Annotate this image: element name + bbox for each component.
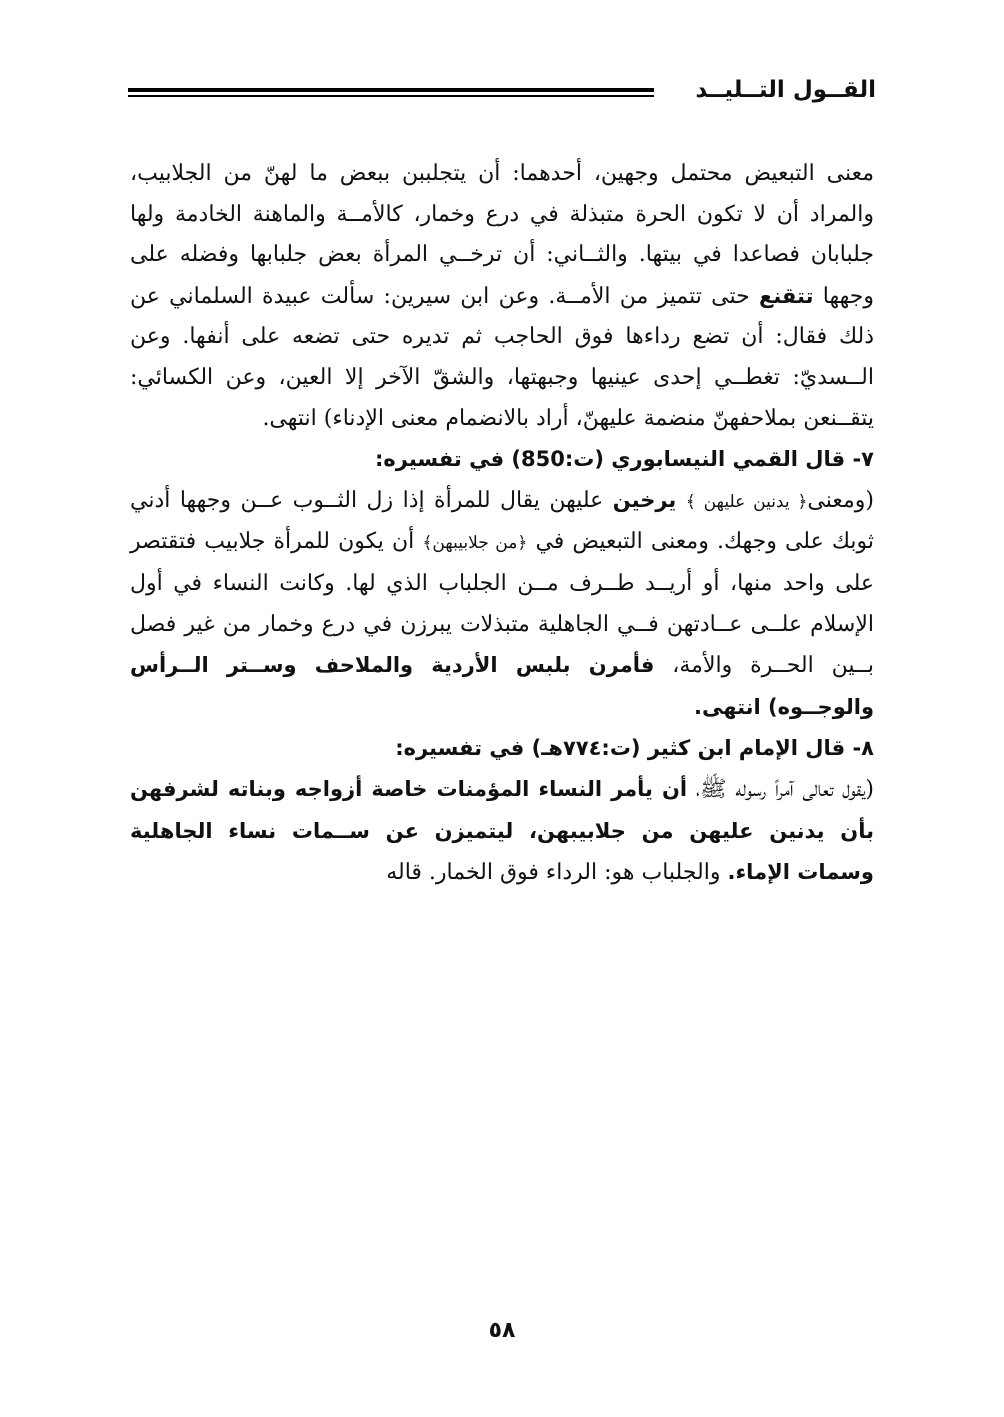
paragraph-3-start: (يقول تعالى آمراً رسوله ﷺ، [695, 776, 875, 802]
paragraph-3-bold: أن يأمر النساء المؤمنات خاصة أزواجه وبناته لشرفهن بأن يدنين عليهن من جلابيبهن، ليتميزن عن ســمات نساء الجاهلية وسمات الإماء. [130, 776, 874, 885]
paragraph-2-bold-2: فأمرن بلبس الأردية والملاحف وســتر الــرأس والوجــوه) انتهى. [130, 653, 874, 719]
paragraph-2-rest: أن يكون للمرأة جلابيب فتقتصر على واحد منها، أو أريــد طــرف مــن الجلباب الذي لها. وكانت النساء في أول الإسلام علــى عــادتهن فــي الجاهلية متبذلات يبرزن في درع وخمار من غير فصل بــين الحــرة والأمة، [130, 529, 874, 679]
paragraph-2-mid: عليهن يقال للمرأة إذا زل الثــوب عــن وجهها أدني ثوبك على وجهك. ومعنى التبعيض في [130, 487, 874, 555]
running-header [128, 72, 876, 108]
quran-quote-2: ﴿من جلابيبهن﴾ [422, 533, 528, 554]
quran-quote-1: ﴿ يدنين عليهن ﴾ [685, 491, 808, 512]
paragraph-1-end: حتى تتميز من الأمــة. وعن ابن سيرين: سألت عبيدة السلماني عن ذلك فقال: أن تضع رداءها فوق الحاجب ثم تديره حتى تضعه على أنفها. وعن الــسديّ: تغطــي إحدى عينيها وجبهتها، والشقّ الآخر إلا العين، وعن الكسائي: يتقــنعن بملاحفهنّ منضمة عليهنّ، أراد بالانضمام معنى الإدناء) انتهى. [130, 283, 874, 431]
paragraph-tafsir-continuation [130, 154, 874, 439]
paragraph-2-bold-1: يرخين [612, 487, 677, 512]
paragraph-1-bold: تتقنع [759, 283, 814, 308]
header-double-rule [128, 88, 654, 92]
paragraph-3-end: والجلباب هو: الرداء فوق الخمار. قاله [386, 860, 721, 886]
page-number: ٥٨ [488, 1318, 516, 1343]
page-body [130, 154, 874, 894]
section-heading-8: ٨- قال الإمام ابن كثير (ت:٧٧٤هـ) في تفسيره: [395, 736, 874, 761]
header-title: القــول التــليــد [695, 77, 876, 103]
paragraph-2-start: (ومعنى [807, 487, 874, 513]
paragraph-1-text: معنى التبعيض محتمل وجهين، أحدهما: أن يتجلببن ببعض ما لهنّ من الجلابيب، والمراد أن لا تكون الحرة متبذلة في درع وخمار، كالأمــة والماهنة الخادمة ولها جلبابان فصاعدا في بيتها. والثــاني: أن ترخــي المرأة بعض جلبابها وفضله على وجهها [130, 161, 875, 309]
paragraph-qummi [130, 480, 874, 729]
section-heading-7: ٧- قال القمي النيسابوري (ت:850) في تفسيره: [375, 447, 874, 472]
paragraph-ibn-kathir [130, 769, 874, 894]
